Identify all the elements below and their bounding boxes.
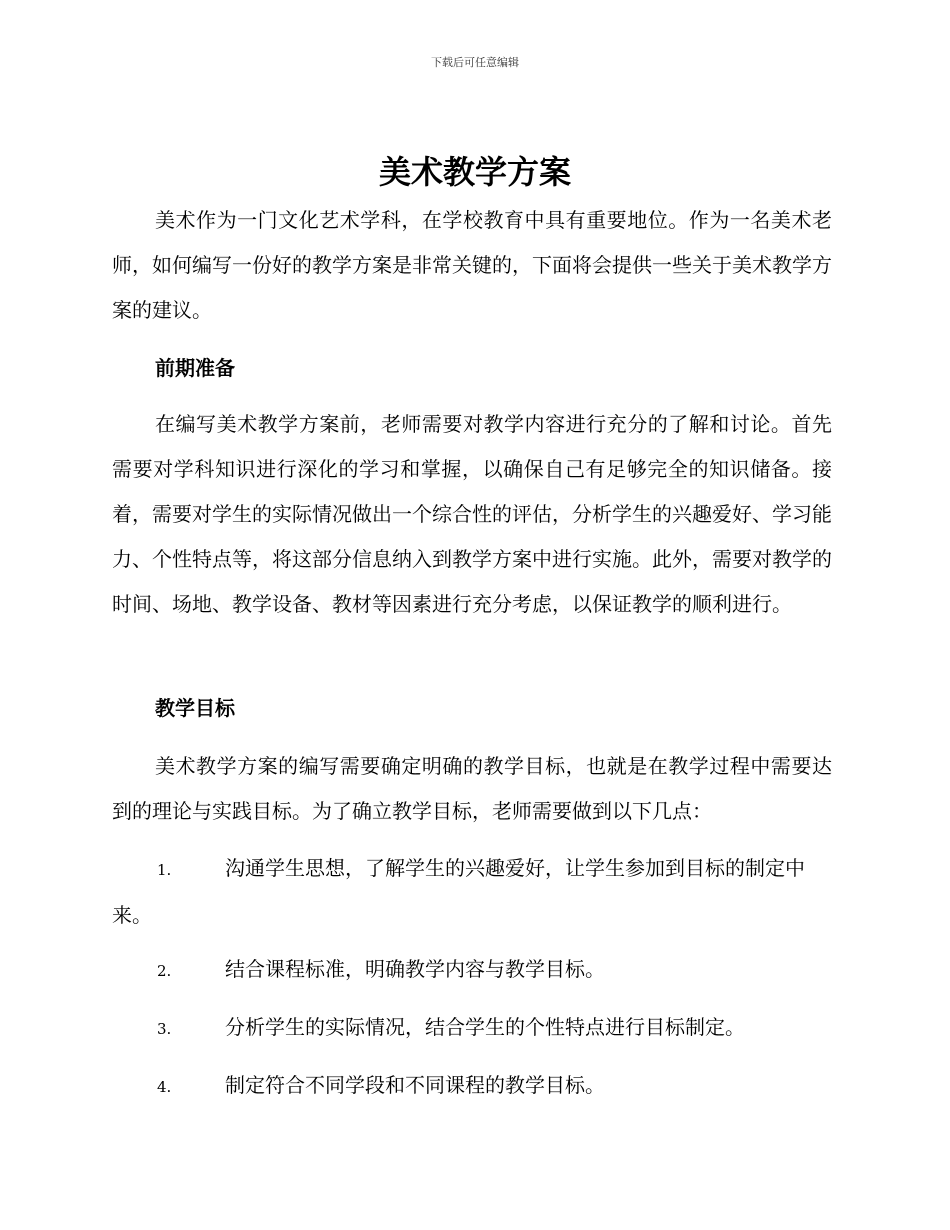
section-paragraph-goals: 美术教学方案的编写需要确定明确的教学目标，也就是在教学过程中需要达到的理论与实践目标。为了确立教学目标，老师需要做到以下几点：	[112, 754, 832, 823]
section-heading-preparation: 前期准备	[155, 356, 235, 380]
document-title: 美术教学方案	[378, 153, 571, 191]
list-item	[112, 947, 832, 994]
list-item	[112, 1063, 832, 1110]
list-item-number: 1.	[157, 861, 172, 879]
section-paragraph-preparation: 在编写美术教学方案前，老师需要对教学内容进行充分的了解和讨论。首先需要对学科知识进行深化的学习和掌握，以确保自己有足够完全的知识储备。接着，需要对学生的实际情况做出一个综合性的评估，分析学生的兴趣爱好、学习能力、个性特点等，将这部分信息纳入到教学方案中进行实施。此外，需要对教学的时间、场地、教学设备、教材等因素进行充分考虑，以保证教学的顺利进行。	[112, 412, 832, 616]
list-item-text: 制定符合不同学段和不同课程的教学目标。	[225, 1073, 605, 1097]
list-item-text: 结合课程标准，明确教学内容与教学目标。	[225, 957, 605, 981]
section-heading-goals: 教学目标	[155, 696, 235, 720]
list-item-text: 沟通学生思想，了解学生的兴趣爱好，让学生参加到目标的制定中来。	[112, 856, 805, 927]
list-item-text: 分析学生的实际情况，结合学生的个性特点进行目标制定。	[225, 1015, 745, 1039]
list-item	[112, 1005, 832, 1052]
intro-paragraph: 美术作为一门文化艺术学科，在学校教育中具有重要地位。作为一名美术老师，如何编写一份好的教学方案是非常关键的，下面将会提供一些关于美术教学方案的建议。	[112, 208, 832, 322]
list-item-number: 3.	[157, 1020, 172, 1038]
list-item	[112, 846, 832, 938]
header-note: 下载后可任意编辑	[431, 56, 519, 69]
list-item-number: 2.	[157, 962, 172, 980]
list-item-number: 4.	[157, 1078, 172, 1096]
